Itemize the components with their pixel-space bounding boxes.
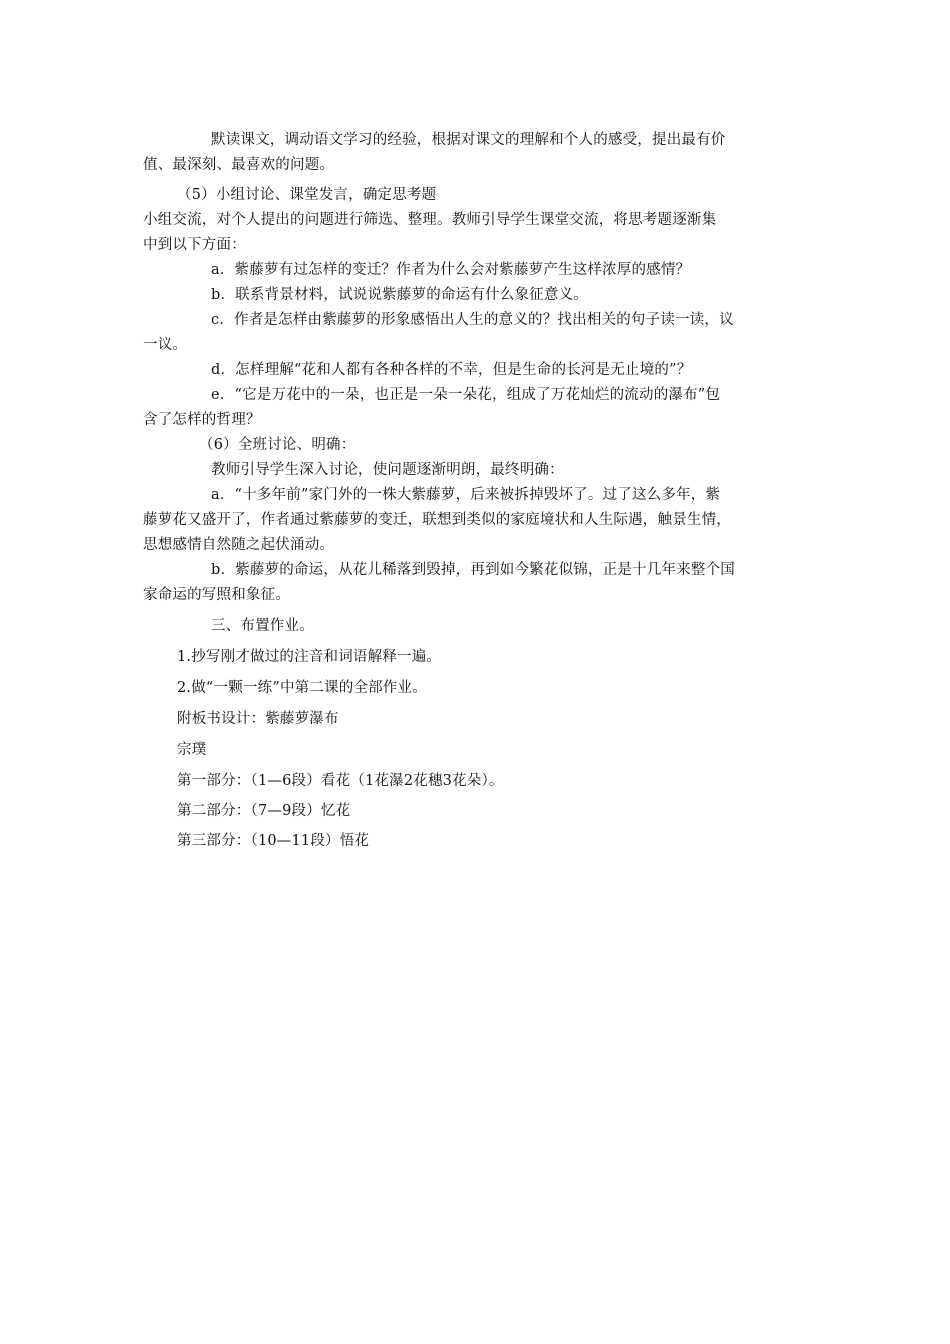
board-design-part: 第二部分：（7—9段）忆花	[177, 803, 351, 819]
board-design-author: 宗璞	[177, 742, 207, 758]
question-item: a．紫藤萝有过怎样的变迁？作者为什么会对紫藤萝产生这样浓厚的感情？	[211, 262, 691, 278]
section-heading: （5）小组讨论、课堂发言，确定思考题	[177, 187, 437, 203]
board-design-part: 第三部分：（10—11段）悟花	[177, 833, 370, 849]
question-item: d．怎样理解“花和人都有各种各样的不幸，但是生命的长河是无止境的”？	[211, 362, 692, 378]
question-item: b．联系背景材料，试说说紫藤萝的命运有什么象征意义。	[211, 287, 588, 303]
section-heading: 三、布置作业。	[211, 618, 314, 634]
answer-item: b．紫藤萝的命运，从花儿稀落到毁掉，再到如今繁花似锦，正是十几年来整个国	[211, 562, 735, 578]
text-line: 含了怎样的哲理？	[143, 412, 261, 428]
text-line: 默读课文，调动语文学习的经验，根据对课文的理解和个人的感受，提出最有价	[211, 132, 726, 148]
homework-item: 1.抄写刚才做过的注音和词语解释一遍。	[177, 649, 442, 665]
text-line: 家命运的写照和象征。	[143, 587, 290, 603]
board-design-part: 第一部分：（1—6段）看花（1花瀑2花穗3花朵）。	[177, 773, 504, 789]
homework-item: 2.做“一颗一练”中第二课的全部作业。	[177, 680, 427, 696]
question-item: c．作者是怎样由紫藤萝的形象感悟出人生的意义的？找出相关的句子读一读，议	[211, 312, 734, 328]
text-line: 小组交流，对个人提出的问题进行筛选、整理。教师引导学生课堂交流，将思考题逐渐集	[143, 212, 717, 228]
answer-item: a．“十多年前”家门外的一株大紫藤萝，后来被拆掉毁坏了。过了这么多年，紫	[211, 487, 721, 503]
text-line: 藤萝花又盛开了，作者通过紫藤萝的变迁，联想到类似的家庭境状和人生际遇，触景生情，	[143, 512, 731, 528]
text-line: 教师引导学生深入讨论，使问题逐渐明朗，最终明确：	[211, 462, 564, 478]
text-line: 中到以下方面：	[143, 237, 246, 253]
board-design-title: 附板书设计：紫藤萝瀑布	[177, 711, 339, 727]
text-line: 思想感情自然随之起伏涌动。	[143, 537, 335, 553]
question-item: e．“它是万花中的一朵，也正是一朵一朵花，组成了万花灿烂的流动的瀑布”包	[211, 387, 721, 403]
text-line: 一议。	[143, 337, 188, 353]
section-heading: （6）全班讨论、明确：	[199, 437, 356, 453]
text-line: 值、最深刻、最喜欢的问题。	[143, 157, 335, 173]
